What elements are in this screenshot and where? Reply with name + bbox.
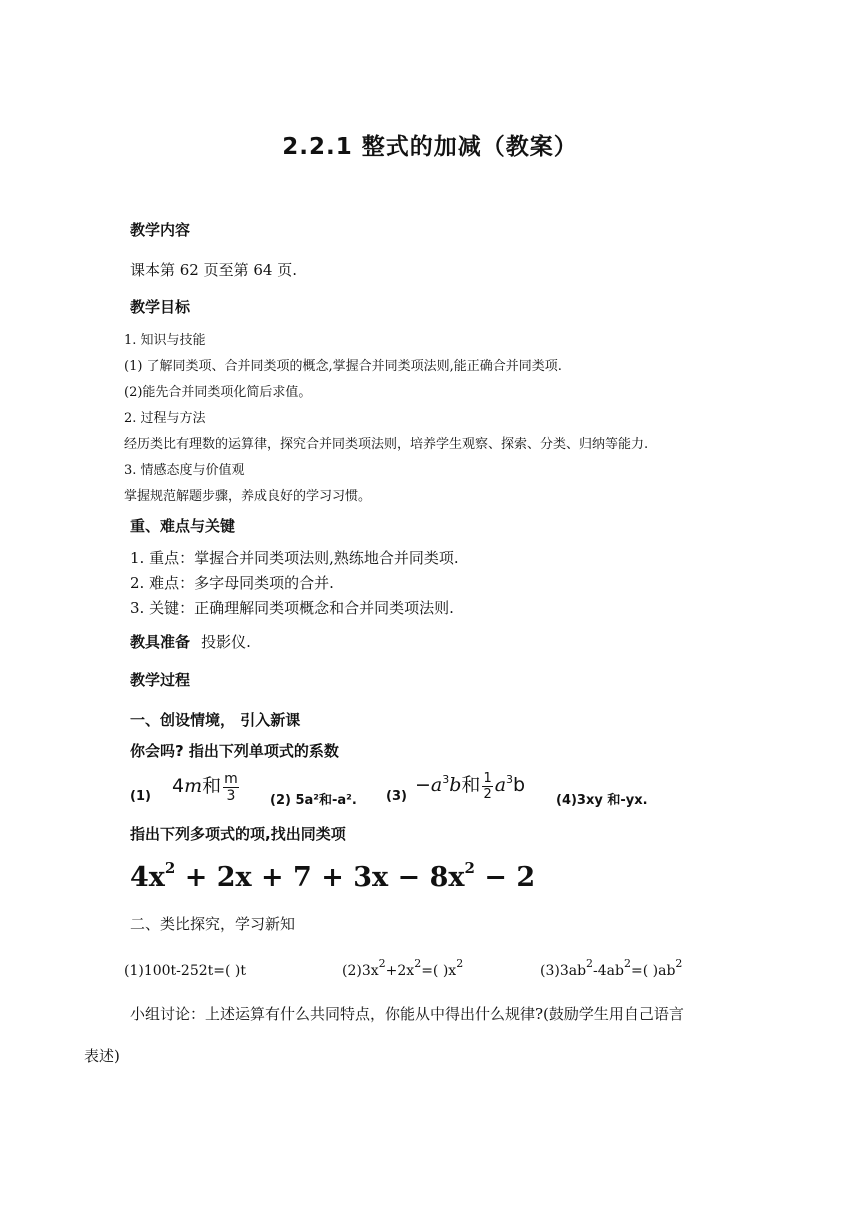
goal-1-item-1: (1) 了解同类项、合并同类项的概念,掌握合并同类项法则,能正确合并同类项. xyxy=(124,359,562,374)
key-point-1: 1. 重点：掌握合并同类项法则,熟练地合并同类项. xyxy=(130,549,459,567)
teaching-content-heading: 教学内容 xyxy=(130,221,191,239)
mono-1-expr: 4m和 $\frac{m}{3}$ xyxy=(172,770,238,804)
goal-3-title: 3. 情感态度与价值观 xyxy=(124,463,245,478)
tools-text: 投影仪. xyxy=(201,633,251,651)
fraction-1-over-2: $\frac{1}{2}$ xyxy=(483,770,492,802)
discussion-line-2: 表述) xyxy=(84,1047,120,1065)
key-point-2: 2. 难点：多字母同类项的合并. xyxy=(130,574,334,592)
calc-2: $(2)3x^2+2x^2=$( )$x^2$ xyxy=(342,957,464,979)
section-1-heading: 一、创设情境， 引入新课 xyxy=(130,711,301,729)
polynomial-expression: $4x^2 + 2x + 7 + 3x - 8x^2 - 2$ xyxy=(130,859,536,893)
calc-3: $(3)3ab^2-4ab^2=$( )$ab^2$ xyxy=(540,957,683,979)
teaching-goals-heading: 教学目标 xyxy=(130,298,191,316)
question-polynomial-terms: 指出下列多项式的项,找出同类项 xyxy=(130,825,346,843)
key-points-heading: 重、难点与关键 xyxy=(130,517,236,535)
goal-1-title: 1. 知识与技能 xyxy=(124,333,206,348)
tools-heading: 教具准备 xyxy=(130,633,191,651)
mono-4: (4)3xy 和-yx. xyxy=(556,793,648,808)
goal-2-title: 2. 过程与方法 xyxy=(124,411,206,426)
calc-1: (1)100t-252t=( )t xyxy=(124,963,246,979)
teaching-content-text: 课本第 62 页至第 64 页. xyxy=(130,261,298,279)
key-point-3: 3. 关键：正确理解同类项概念和合并同类项法则. xyxy=(130,599,454,617)
mono-1-label: (1) xyxy=(130,789,151,804)
goal-3-item: 掌握规范解题步骤，养成良好的学习习惯。 xyxy=(124,489,372,504)
goal-1-item-2: (2)能先合并同类项化简后求值。 xyxy=(124,385,312,400)
mono-3-label: (3) xyxy=(386,789,407,804)
discussion-line-1: 小组讨论：上述运算有什么共同特点，你能从中得出什么规律?(鼓励学生用自己语言 xyxy=(130,1005,684,1023)
mono-2: (2) 5a²和-a². xyxy=(270,793,357,808)
tools-line xyxy=(130,631,251,652)
fraction-m-over-3: $\frac{m}{3}$ xyxy=(224,770,238,804)
section-2-heading: 二、类比探究，学习新知 xyxy=(130,915,296,933)
mono-3-expr: $-a^3b$和 $\frac{1}{2}$ $a^3b$ xyxy=(415,770,526,802)
question-coefficients: 你会吗? 指出下列单项式的系数 xyxy=(130,742,339,760)
teaching-process-heading: 教学过程 xyxy=(130,671,191,689)
goal-2-item: 经历类比有理数的运算律，探究合并同类项法则，培养学生观察、探索、分类、归纳等能力. xyxy=(124,437,649,452)
page-title: 2.2.1 整式的加减（教案） xyxy=(282,134,578,160)
